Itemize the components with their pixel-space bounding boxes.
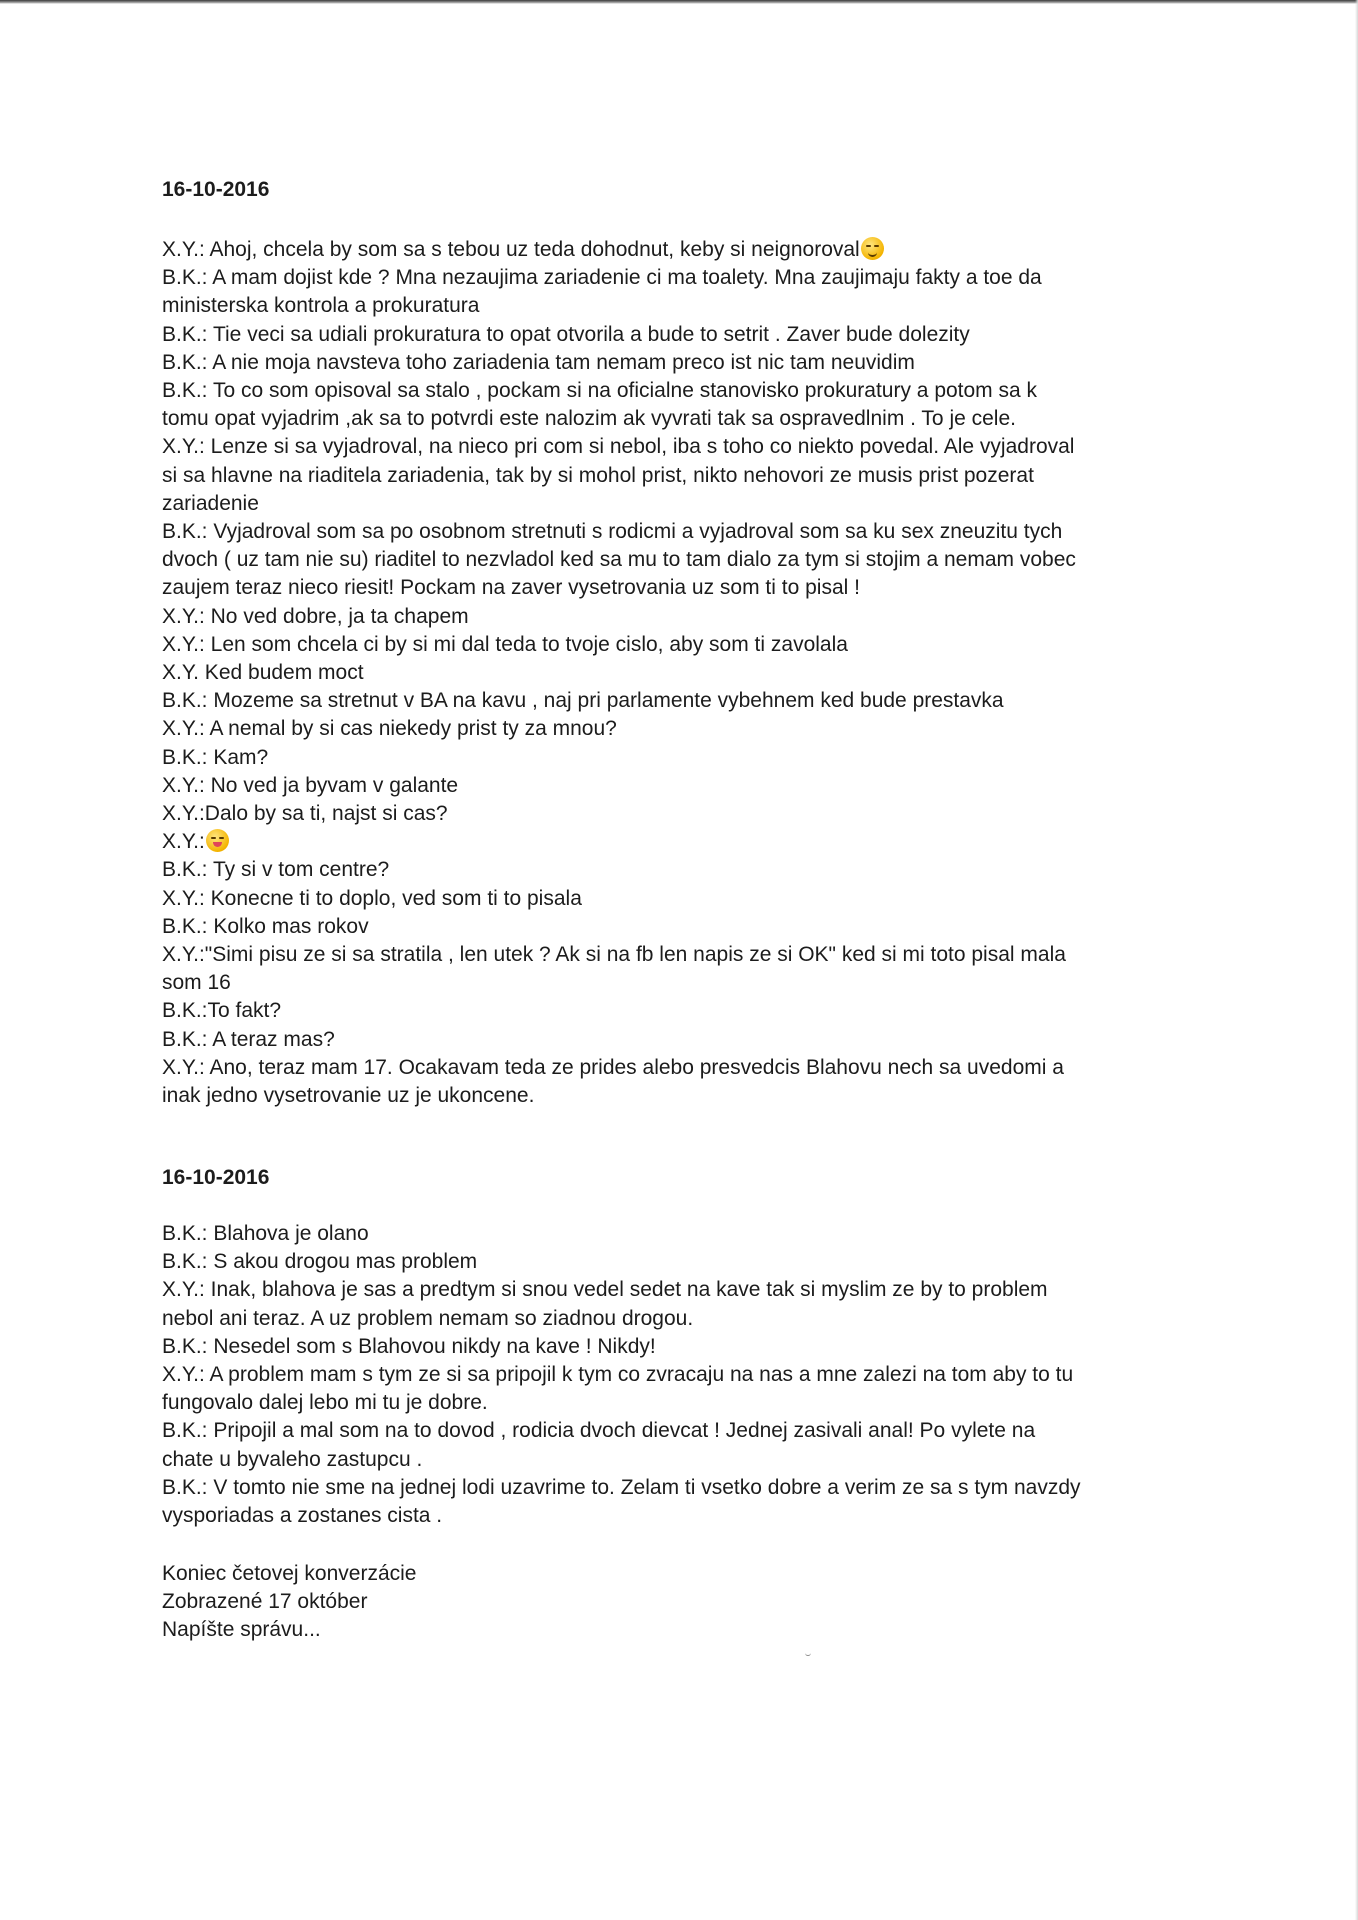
scan-top-edge (0, 0, 1358, 4)
winking-tongue-emoji-icon (206, 829, 229, 852)
chat-line: B.K.: S akou drogou mas problem (162, 1250, 478, 1274)
section-date: 16-10-2016 (162, 178, 270, 201)
chat-line: B.K.: Blahova je olano (162, 1222, 369, 1245)
chat-line: zaujem teraz nieco riesit! Pockam na zaver vysetrovania uz som ti to pisal ! (162, 576, 860, 600)
chat-line: chate u byvaleho zastupcu . (162, 1447, 423, 1471)
chat-line: X.Y.: Lenze si sa vyjadroval, na nieco pri com si nebol, iba s toho co niekto povedal. Ale vyjadroval (162, 435, 1075, 459)
chat-line: X.Y.: Inak, blahova je sas a predtym si snou vedel sedet na kave tak si myslim ze by to problem (162, 1278, 1048, 1302)
chat-line: som 16 (162, 971, 231, 995)
chat-line: X.Y.: Konecne ti to doplo, ved som ti to pisala (162, 886, 582, 910)
chat-line: B.K.: Pripojil a mal som na to dovod , rodicia dvoch dievcat ! Jednej zasivali anal! Po vylete na (162, 1419, 1036, 1443)
chat-line: B.K.: Mozeme sa stretnut v BA na kavu , naj pri parlamente vybehnem ked bude prestavka (162, 689, 1004, 713)
conversation-end-label: Koniec četovej konverzácie (162, 1562, 417, 1585)
chat-footer (162, 1560, 416, 1645)
chat-line: X.Y.: No ved dobre, ja ta chapem (162, 604, 469, 628)
chat-line: B.K.: Ty si v tom centre? (162, 858, 390, 882)
chat-line: B.K.: A nie moja navsteva toho zariadenia tam nemam preco ist nic tam neuvidim (162, 350, 915, 374)
chat-line: B.K.: To co som opisoval sa stalo , pockam si na oficialne stanovisko prokuratury a potom sa k (162, 379, 1038, 403)
chat-line: B.K.:To fakt? (162, 999, 282, 1023)
chat-line: X.Y.: A problem mam s tym ze si sa pripojil k tym co zvracaju na nas a mne zalezi na tom aby to tu (162, 1363, 1074, 1387)
chat-line: B.K.: A teraz mas? (162, 1027, 335, 1051)
compose-message-field[interactable]: Napíšte správu... (162, 1618, 321, 1642)
chat-block-1 (162, 236, 1076, 1110)
chat-line: X.Y.: Ano, teraz mam 17. Ocakavam teda ze prides alebo presvedcis Blahovu nech sa uvedomi a (162, 1055, 1064, 1079)
chat-line: X.Y.: A nemal by si cas niekedy prist ty za mnou? (162, 717, 617, 741)
chat-line (162, 236, 1076, 264)
chat-line: B.K.: Kolko mas rokov (162, 914, 369, 938)
chat-line: tomu opat vyjadrim ,ak sa to potvrdi este nalozim ak vyvrati tak sa ospravedlnim . To je cele. (162, 407, 1016, 431)
smirk-emoji-icon (861, 237, 884, 260)
chat-line: X.Y.: No ved ja byvam v galante (162, 773, 459, 797)
chat-line: B.K.: Nesedel som s Blahovou nikdy na kave ! Nikdy! (162, 1334, 656, 1358)
chat-line: X.Y.: Len som chcela ci by si mi dal teda to tvoje cislo, aby som ti zavolala (162, 632, 848, 656)
chat-line: fungovalo dalej lebo mi tu je dobre. (162, 1391, 488, 1415)
chat-line: inak jedno vysetrovanie uz je ukoncene. (162, 1084, 535, 1108)
chat-line-text: X.Y.: Ahoj, chcela by som sa s tebou uz teda dohodnut, keby si neignoroval (162, 238, 860, 261)
chat-line: X.Y. Ked budem moct (162, 661, 364, 685)
chat-line: dvoch ( uz tam nie su) riaditel to nezvladol ked sa mu to tam dialo za tym si stojim a nemam vobec (162, 548, 1076, 572)
chat-line: zariadenie (162, 491, 259, 515)
scan-speck (805, 1652, 811, 1656)
chat-line: nebol ani teraz. A uz problem nemam so ziadnou drogou. (162, 1306, 694, 1330)
chat-line: B.K.: V tomto nie sme na jednej lodi uzavrime to. Zelam ti vsetko dobre a verim ze sa s tym navzdy (162, 1475, 1081, 1499)
chat-line-text: X.Y.: (162, 830, 205, 854)
chat-line: ministerska kontrola a prokuratura (162, 294, 480, 318)
chat-line: vysporiadas a zostanes cista . (162, 1504, 443, 1528)
chat-line: si sa hlavne na riaditela zariadenia, tak by si mohol prist, nikto nehovori ze musis prist pozerat (162, 463, 1034, 487)
section-date: 16-10-2016 (162, 1166, 270, 1189)
chat-block-2 (162, 1220, 1081, 1530)
chat-line: B.K.: Vyjadroval som sa po osobnom stretnuti s rodicmi a vyjadroval som sa ku sex zneuzitu tych (162, 520, 1063, 544)
seen-status: Zobrazené 17 október (162, 1590, 368, 1614)
chat-line: X.Y.:"Simi pisu ze si sa stratila , len utek ? Ak si na fb len napis ze si OK" ked si mi toto pisal mala (162, 943, 1066, 967)
chat-line: B.K.: A mam dojist kde ? Mna nezaujima zariadenie ci ma toalety. Mna zaujimaju fakty a toe da (162, 266, 1042, 290)
chat-line: X.Y.:Dalo by sa ti, najst si cas? (162, 802, 448, 826)
chat-line (162, 828, 1076, 856)
chat-line: B.K.: Tie veci sa udiali prokuratura to opat otvorila a bude to setrit . Zaver bude dolezity (162, 322, 970, 346)
chat-line: B.K.: Kam? (162, 745, 269, 769)
